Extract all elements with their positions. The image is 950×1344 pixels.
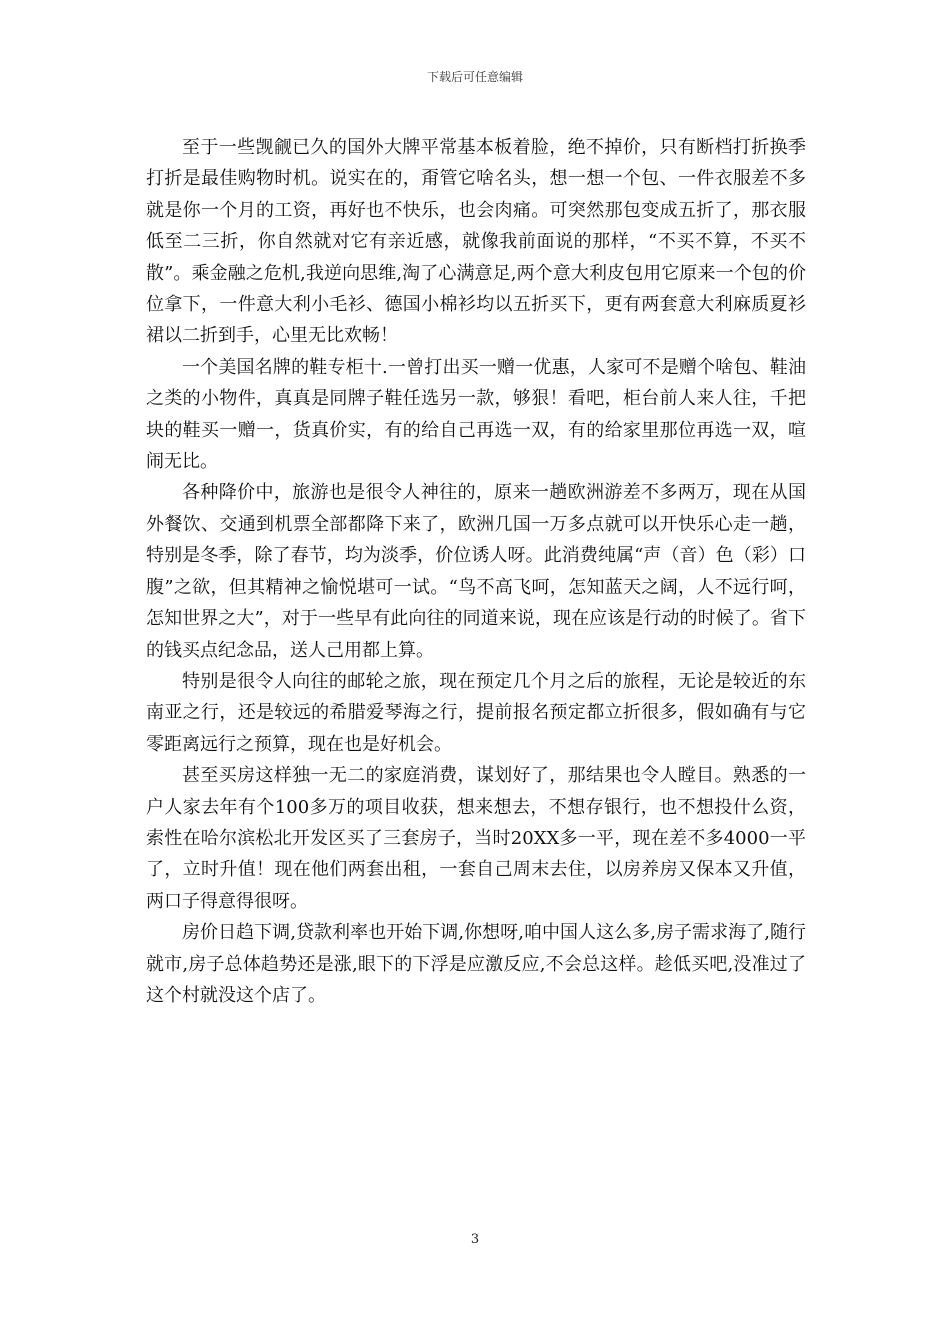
paragraph-1: 至于一些觊觎已久的国外大牌平常基本板着脸，绝不掉价，只有断档打折换季打折是最佳购物时机。说实在的，甭管它啥名头，想一想一个包、一件衣服差不多就是你一个月的工资，再好也不快乐，也会肉痛。可突然那包变成五折了，那衣服低至二三折，你自然就对它有亲近感，就像我前面说的那样，“不买不算，不买不散”。乘金融之危机,我逆向思维,淘了心满意足,两个意大利皮包用它原来一个包的价位拿下，一件意大利小毛衫、德国小棉衫均以五折买下，更有两套意大利麻质夏衫裙以二折到手，心里无比欢畅！ (146, 137, 806, 347)
paragraph-6: 房价日趋下调,贷款利率也开始下调,你想呀,咱中国人这么多,房子需求海了,随行就市,房子总体趋势还是涨,眼下的下浮是应激反应,不会总这样。趁低买吧,没准过了这个村就没这个店了。 (146, 922, 806, 1006)
page-number: 3 (470, 1232, 480, 1247)
page-header: 下载后可任意编辑 (426, 70, 523, 84)
paragraph-5: 甚至买房这样独一无二的家庭消费，谋划好了，那结果也令人瞠目。熟悉的一户人家去年有个100多万的项目收获，想来想去，不想存银行，也不想投什么资，索性在哈尔滨松北开发区买了三套房子，当时20XX多一平，现在差不多4000一平了，立时升值！现在他们两套出租，一套自己周末去住，以房养房又保本又升值，两口子得意得很呀。 (146, 765, 806, 912)
paragraph-2: 一个美国名牌的鞋专柜十.一曾打出买一赠一优惠，人家可不是赠个啥包、鞋油之类的小物件，真真是同牌子鞋任选另一款，够狠！看吧，柜台前人来人往，千把块的鞋买一赠一，货真价实，有的给自己再选一双，有的给家里那位再选一双，喧闹无比。 (146, 356, 806, 473)
paragraph-3: 各种降价中，旅游也是很令人神往的，原来一趟欧洲游差不多两万，现在从国外餐饮、交通到机票全部都降下来了，欧洲几国一万多点就可以开快乐心走一趟，特别是冬季，除了春节，均为淡季，价位诱人呀。此消费纯属“声（音）色（彩）口腹”之欲，但其精神之愉悦堪可一试。“鸟不高飞呵，怎知蓝天之阔，人不远行呵，怎知世界之大”，对于一些早有此向往的同道来说，现在应该是行动的时候了。省下的钱买点纪念品，送人己用都上算。 (146, 482, 806, 661)
article-body (146, 132, 806, 1011)
paragraph-4: 特别是很令人向往的邮轮之旅，现在预定几个月之后的旅程，无论是较近的东南亚之行，还是较远的希腊爱琴海之行，提前报名预定都立折很多，假如确有与它零距离远行之预算，现在也是好机会。 (146, 670, 806, 755)
